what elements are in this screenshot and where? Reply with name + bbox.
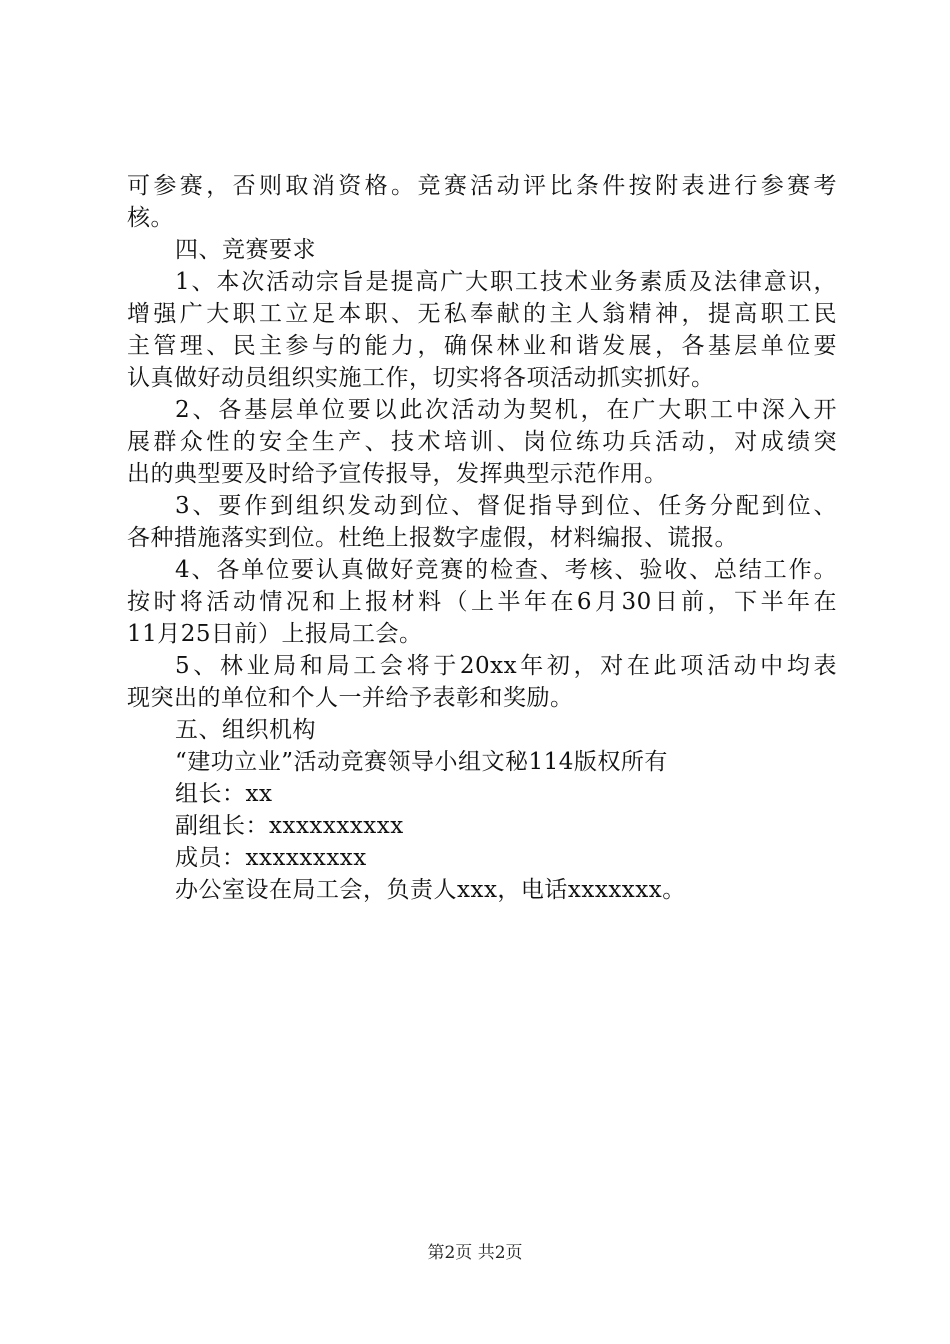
group-leader: 组长：xx xyxy=(175,781,273,807)
deputy-group-leader: 副组长：xxxxxxxxxx xyxy=(175,813,404,839)
paragraph-line-13: 4、各单位要认真做好竞赛的检查、考核、验收、总结工作。 xyxy=(175,557,837,583)
paragraph-line-5: 增强广大职工立足本职、无私奉献的主人翁精神，提高职工民 xyxy=(127,301,837,327)
office-contact: 办公室设在局工会，负责人xxx，电话xxxxxxx。 xyxy=(175,877,686,903)
document-body xyxy=(127,170,837,906)
group-members: 成员：xxxxxxxxx xyxy=(175,845,367,871)
paragraph-line-10: 出的典型要及时给予宣传报导，发挥典型示范作用。 xyxy=(127,461,668,487)
paragraph-line-2: 核。 xyxy=(127,205,174,231)
paragraph-line-16: 5、林业局和局工会将于20xx年初，对在此项活动中均表 xyxy=(175,653,837,679)
paragraph-line-14: 按时将活动情况和上报材料（上半年在6月30日前，下半年在 xyxy=(127,589,837,615)
section-heading-organization: 五、组织机构 xyxy=(175,717,316,743)
paragraph-line-9: 展群众性的安全生产、技术培训、岗位练功兵活动，对成绩突 xyxy=(127,429,837,455)
section-heading-requirements: 四、竞赛要求 xyxy=(175,237,316,263)
paragraph-line-12: 各种措施落实到位。杜绝上报数字虚假，材料编报、谎报。 xyxy=(127,525,738,551)
paragraph-line-11: 3、要作到组织发动到位、督促指导到位、任务分配到位、 xyxy=(175,493,837,519)
paragraph-line-6: 主管理、民主参与的能力，确保林业和谐发展，各基层单位要 xyxy=(127,333,837,359)
paragraph-line-17: 现突出的单位和个人一并给予表彰和奖励。 xyxy=(127,685,574,711)
leadership-group-title: “建功立业”活动竞赛领导小组文秘114版权所有 xyxy=(175,749,668,775)
paragraph-line-8: 2、各基层单位要以此次活动为契机，在广大职工中深入开 xyxy=(175,397,837,423)
paragraph-line-15: 11月25日前）上报局工会。 xyxy=(127,621,423,647)
page-number-footer: 第2页 共2页 xyxy=(427,1243,523,1263)
paragraph-line-4: 1、本次活动宗旨是提高广大职工技术业务素质及法律意识， xyxy=(175,269,837,295)
paragraph-line-1: 可参赛，否则取消资格。竞赛活动评比条件按附表进行参赛考 xyxy=(127,173,837,199)
paragraph-line-7: 认真做好动员组织实施工作，切实将各项活动抓实抓好。 xyxy=(127,365,715,391)
